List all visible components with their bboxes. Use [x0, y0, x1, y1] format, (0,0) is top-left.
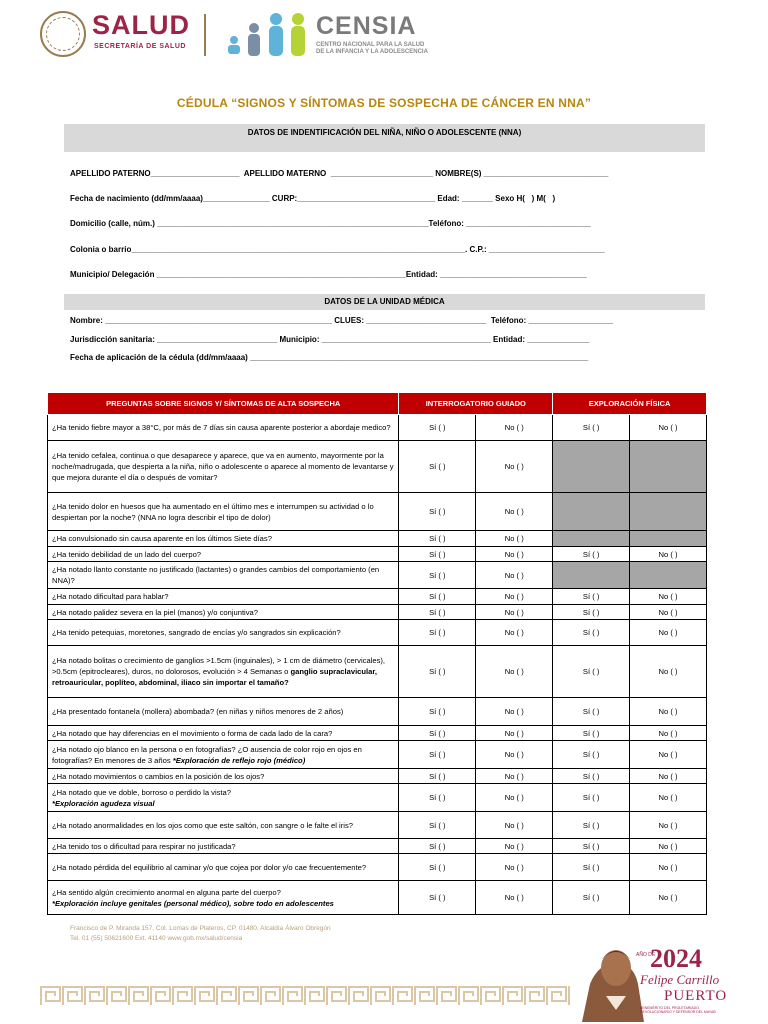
- interrogatorio-si-checkbox[interactable]: Sí ( ): [399, 441, 476, 493]
- exploracion-si-checkbox: [553, 493, 630, 531]
- exploracion-no-checkbox: [630, 562, 707, 589]
- interrogatorio-si-checkbox[interactable]: Sí ( ): [399, 698, 476, 726]
- exploracion-si-checkbox[interactable]: Sí ( ): [553, 784, 630, 812]
- exploracion-si-checkbox[interactable]: Sí ( ): [553, 547, 630, 562]
- table-row: [48, 493, 707, 531]
- interrogatorio-no-checkbox[interactable]: No ( ): [476, 726, 553, 741]
- salud-subtitle: SECRETARÍA DE SALUD: [94, 43, 186, 50]
- table-row: [48, 881, 707, 915]
- seal-first-name: Felipe Carrillo: [640, 972, 720, 987]
- censia-figures-icon: [220, 10, 312, 58]
- exploracion-si-checkbox: [553, 531, 630, 547]
- question-text: ¿Ha tenido tos o dificultad para respirar no justificada?: [48, 839, 399, 854]
- interrogatorio-si-checkbox[interactable]: Sí ( ): [399, 726, 476, 741]
- salud-logo: SALUD: [92, 10, 190, 40]
- exploracion-no-checkbox[interactable]: No ( ): [630, 741, 707, 769]
- field-line-colonia[interactable]: Colonia o barrio___________________________________________________________________________. C.P.: __________________________: [70, 245, 605, 254]
- decorative-border-icon: [40, 985, 570, 1007]
- exploracion-no-checkbox[interactable]: No ( ): [630, 620, 707, 646]
- symptoms-table: [47, 392, 707, 915]
- table-row: [48, 605, 707, 620]
- mexico-seal-icon: [40, 11, 86, 57]
- section-heading-nna: DATOS DE INDENTIFICACIÓN DEL NIÑA, NIÑO O ADOLESCENTE (NNA): [64, 124, 705, 152]
- interrogatorio-no-checkbox[interactable]: No ( ): [476, 547, 553, 562]
- table-row: [48, 784, 707, 812]
- exploracion-si-checkbox[interactable]: Sí ( ): [553, 589, 630, 605]
- question-text: ¿Ha presentado fontanela (mollera) abombada? (en niñas y niños menores de 2 años): [48, 698, 399, 726]
- section-heading-unidad: DATOS DE LA UNIDAD MÉDICA: [64, 294, 705, 310]
- interrogatorio-si-checkbox[interactable]: Sí ( ): [399, 562, 476, 589]
- page-title: CÉDULA “SIGNOS Y SÍNTOMAS DE SOSPECHA DE CÁNCER EN NNA”: [176, 96, 592, 110]
- table-row: [48, 562, 707, 589]
- exploracion-no-checkbox[interactable]: No ( ): [630, 646, 707, 698]
- exploracion-no-checkbox[interactable]: No ( ): [630, 769, 707, 784]
- exploracion-no-checkbox[interactable]: No ( ): [630, 839, 707, 854]
- exploracion-si-checkbox[interactable]: Sí ( ): [553, 812, 630, 839]
- exploracion-si-checkbox[interactable]: Sí ( ): [553, 726, 630, 741]
- interrogatorio-si-checkbox[interactable]: Sí ( ): [399, 589, 476, 605]
- exploracion-no-checkbox[interactable]: No ( ): [630, 698, 707, 726]
- exploracion-si-checkbox[interactable]: Sí ( ): [553, 741, 630, 769]
- seal-year: 2024: [650, 944, 702, 973]
- question-text: ¿Ha notado ojo blanco en la persona o en fotografías? ¿O ausencia de color rojo en ojos en fotografías? En menores de 3 años *Exploración de reflejo rojo (médico): [48, 741, 399, 769]
- interrogatorio-si-checkbox[interactable]: Sí ( ): [399, 646, 476, 698]
- exploracion-si-checkbox[interactable]: Sí ( ): [553, 415, 630, 441]
- interrogatorio-si-checkbox[interactable]: Sí ( ): [399, 493, 476, 531]
- table-row: [48, 741, 707, 769]
- seal-subtitle: BENEMÉRITO DEL PROLETARIADO, REVOLUCIONARIO Y DEFENSOR DEL MAYAB: [640, 1006, 716, 1014]
- exploracion-no-checkbox[interactable]: No ( ): [630, 589, 707, 605]
- table-row: [48, 769, 707, 784]
- page-header: [40, 8, 740, 60]
- table-row: [48, 839, 707, 854]
- exploracion-si-checkbox[interactable]: Sí ( ): [553, 646, 630, 698]
- interrogatorio-no-checkbox[interactable]: No ( ): [476, 769, 553, 784]
- interrogatorio-si-checkbox[interactable]: Sí ( ): [399, 415, 476, 441]
- interrogatorio-no-checkbox[interactable]: No ( ): [476, 441, 553, 493]
- interrogatorio-no-checkbox[interactable]: No ( ): [476, 415, 553, 441]
- interrogatorio-si-checkbox[interactable]: Sí ( ): [399, 784, 476, 812]
- exploracion-no-checkbox[interactable]: No ( ): [630, 812, 707, 839]
- question-text: ¿Ha tenido petequias, moretones, sangrado de encías y/o sangrados sin explicación?: [48, 620, 399, 646]
- seal-last-name: PUERTO: [664, 988, 728, 1004]
- exploracion-no-checkbox[interactable]: No ( ): [630, 415, 707, 441]
- question-text: ¿Ha notado dificultad para hablar?: [48, 589, 399, 605]
- table-row: [48, 620, 707, 646]
- question-text: ¿Ha notado palidez severa en la piel (manos) y/o conjuntiva?: [48, 605, 399, 620]
- interrogatorio-no-checkbox[interactable]: No ( ): [476, 646, 553, 698]
- question-text: ¿Ha convulsionado sin causa aparente en los últimos Siete días?: [48, 531, 399, 547]
- interrogatorio-no-checkbox[interactable]: No ( ): [476, 881, 553, 915]
- interrogatorio-no-checkbox[interactable]: No ( ): [476, 605, 553, 620]
- exploracion-no-checkbox[interactable]: No ( ): [630, 854, 707, 881]
- exploracion-no-checkbox[interactable]: No ( ): [630, 547, 707, 562]
- interrogatorio-si-checkbox[interactable]: Sí ( ): [399, 741, 476, 769]
- question-text: ¿Ha tenido fiebre mayor a 38°C, por más de 7 días sin causa aparente posterior a abordaje medico?: [48, 415, 399, 441]
- table-row: [48, 547, 707, 562]
- field-line-domicilio[interactable]: Domicilio (calle, núm.) _____________________________________________________________Teléfono: ____________________________: [70, 219, 591, 228]
- exploracion-no-checkbox: [630, 531, 707, 547]
- table-row: [48, 812, 707, 839]
- exploracion-si-checkbox: [553, 441, 630, 493]
- seal-anio: AÑO DE: [636, 952, 656, 958]
- interrogatorio-no-checkbox[interactable]: No ( ): [476, 854, 553, 881]
- exploracion-no-checkbox: [630, 441, 707, 493]
- header-interrogatorio: INTERROGATORIO GUIADO: [399, 393, 553, 415]
- interrogatorio-si-checkbox[interactable]: Sí ( ): [399, 881, 476, 915]
- exploracion-no-checkbox: [630, 493, 707, 531]
- exploracion-si-checkbox[interactable]: Sí ( ): [553, 698, 630, 726]
- interrogatorio-no-checkbox[interactable]: No ( ): [476, 620, 553, 646]
- question-text: ¿Ha sentido algún crecimiento anormal en alguna parte del cuerpo? *Exploración incluye genitales (personal médico), sobre todo en adolescentes: [48, 881, 399, 915]
- header-preguntas: PREGUNTAS SOBRE SIGNOS Y/ SÍNTOMAS DE ALTA SOSPECHA: [48, 393, 399, 415]
- exploracion-si-checkbox[interactable]: Sí ( ): [553, 605, 630, 620]
- question-text: ¿Ha notado pérdida del equilibrio al caminar y/o que cojea por dolor y/o cae frecuentemente?: [48, 854, 399, 881]
- field-line-nacimiento[interactable]: Fecha de nacimiento (dd/mm/aaaa)_______________ CURP:_______________________________ Edad: _______ Sexo H( ) M( ): [70, 194, 556, 203]
- field-line-jurisdiccion[interactable]: Jurisdicción sanitaria: ___________________________ Municipio: ______________________________________ Entidad: ______________: [70, 335, 590, 344]
- interrogatorio-no-checkbox[interactable]: No ( ): [476, 589, 553, 605]
- table-row: [48, 646, 707, 698]
- interrogatorio-si-checkbox[interactable]: Sí ( ): [399, 839, 476, 854]
- censia-logo: CENSIA: [316, 12, 417, 40]
- interrogatorio-si-checkbox[interactable]: Sí ( ): [399, 605, 476, 620]
- question-text: ¿Ha notado bolitas o crecimiento de ganglios >1.5cm (inguinales), > 1 cm de diámetro (cervicales), >0.5cm (epitrocleares), duros, no dolorosos, evolución > 4 Semanas o ganglio supraclavicular, retroauricular, poplíteo, abdominal, iliaco sin importar el tamaño?: [48, 646, 399, 698]
- interrogatorio-no-checkbox[interactable]: No ( ): [476, 493, 553, 531]
- exploracion-si-checkbox[interactable]: Sí ( ): [553, 769, 630, 784]
- table-row: [48, 589, 707, 605]
- question-text: ¿Ha notado que ve doble, borroso o perdido la vista? *Exploración agudeza visual: [48, 784, 399, 812]
- interrogatorio-si-checkbox[interactable]: Sí ( ): [399, 620, 476, 646]
- interrogatorio-si-checkbox[interactable]: Sí ( ): [399, 769, 476, 784]
- interrogatorio-no-checkbox[interactable]: No ( ): [476, 839, 553, 854]
- interrogatorio-no-checkbox[interactable]: No ( ): [476, 812, 553, 839]
- interrogatorio-si-checkbox[interactable]: Sí ( ): [399, 531, 476, 547]
- interrogatorio-no-checkbox[interactable]: No ( ): [476, 741, 553, 769]
- interrogatorio-no-checkbox[interactable]: No ( ): [476, 784, 553, 812]
- field-line-fecha-aplicacion[interactable]: Fecha de aplicación de la cédula (dd/mm/aaaa) ____________________________________________________________________________: [70, 353, 589, 362]
- question-text: ¿Ha notado que hay diferencias en el movimiento o forma de cada lado de la cara?: [48, 726, 399, 741]
- question-text: ¿Ha notado movimientos o cambios en la posición de los ojos?: [48, 769, 399, 784]
- field-line-apellidos[interactable]: APELLIDO PATERNO____________________ APELLIDO MATERNO _______________________ NOMBRE(S) ____________________________: [70, 169, 609, 178]
- table-row: [48, 441, 707, 493]
- exploracion-si-checkbox[interactable]: Sí ( ): [553, 854, 630, 881]
- question-text: ¿Ha tenido dolor en huesos que ha aumentado en el último mes e interrumpen su actividad o lo despiertan por la noche? (NNA no logra describir el tipo de dolor): [48, 493, 399, 531]
- exploracion-no-checkbox[interactable]: No ( ): [630, 784, 707, 812]
- field-line-municipio[interactable]: Municipio/ Delegación ________________________________________________________Entidad: _________________________________: [70, 270, 587, 279]
- table-row: [48, 415, 707, 441]
- question-text: ¿Ha tenido cefalea, continua o que desaparece y aparece, que va en aumento, mayormente por la noche/madrugada, que despierta a la niña, niño o adolescente o aparece al momento de levantarse y que mejora durante el día o después de vomitar?: [48, 441, 399, 493]
- question-text: ¿Ha notado llanto constante no justificado (lactantes) o grandes cambios del comportamiento (en NNA)?: [48, 562, 399, 589]
- interrogatorio-si-checkbox[interactable]: Sí ( ): [399, 854, 476, 881]
- exploracion-si-checkbox[interactable]: Sí ( ): [553, 620, 630, 646]
- exploracion-si-checkbox: [553, 562, 630, 589]
- footer-address: Francisco de P. Miranda 157, Col. Lomas de Plateros, CP. 01480, Alcaldía Álvaro Obregón Tel. 01 (55) 50621600 Ext. 41140 www.gob.mx/salud/censia: [70, 925, 331, 942]
- exploracion-no-checkbox[interactable]: No ( ): [630, 881, 707, 915]
- question-text: ¿Ha notado anormalidades en los ojos como que este saltón, con sangre o le falte el iris?: [48, 812, 399, 839]
- table-row: [48, 854, 707, 881]
- exploracion-no-checkbox[interactable]: No ( ): [630, 605, 707, 620]
- table-row: [48, 531, 707, 547]
- interrogatorio-si-checkbox[interactable]: Sí ( ): [399, 812, 476, 839]
- interrogatorio-no-checkbox[interactable]: No ( ): [476, 698, 553, 726]
- header-exploracion: EXPLORACIÓN FÍSICA: [553, 393, 707, 415]
- table-row: [48, 726, 707, 741]
- interrogatorio-no-checkbox[interactable]: No ( ): [476, 531, 553, 547]
- exploracion-si-checkbox[interactable]: Sí ( ): [553, 881, 630, 915]
- censia-subtitle: CENTRO NACIONAL PARA LA SALUD DE LA INFANCIA Y LA ADOLESCENCIA: [316, 42, 428, 55]
- interrogatorio-si-checkbox[interactable]: Sí ( ): [399, 547, 476, 562]
- exploracion-no-checkbox[interactable]: No ( ): [630, 726, 707, 741]
- interrogatorio-no-checkbox[interactable]: No ( ): [476, 562, 553, 589]
- logo-divider: [204, 14, 206, 56]
- field-line-nombre-unidad[interactable]: Nombre: ___________________________________________________ CLUES: ___________________________ Teléfono: ___________________: [70, 316, 613, 325]
- exploracion-si-checkbox[interactable]: Sí ( ): [553, 839, 630, 854]
- table-row: [48, 698, 707, 726]
- question-text: ¿Ha tenido debilidad de un lado del cuerpo?: [48, 547, 399, 562]
